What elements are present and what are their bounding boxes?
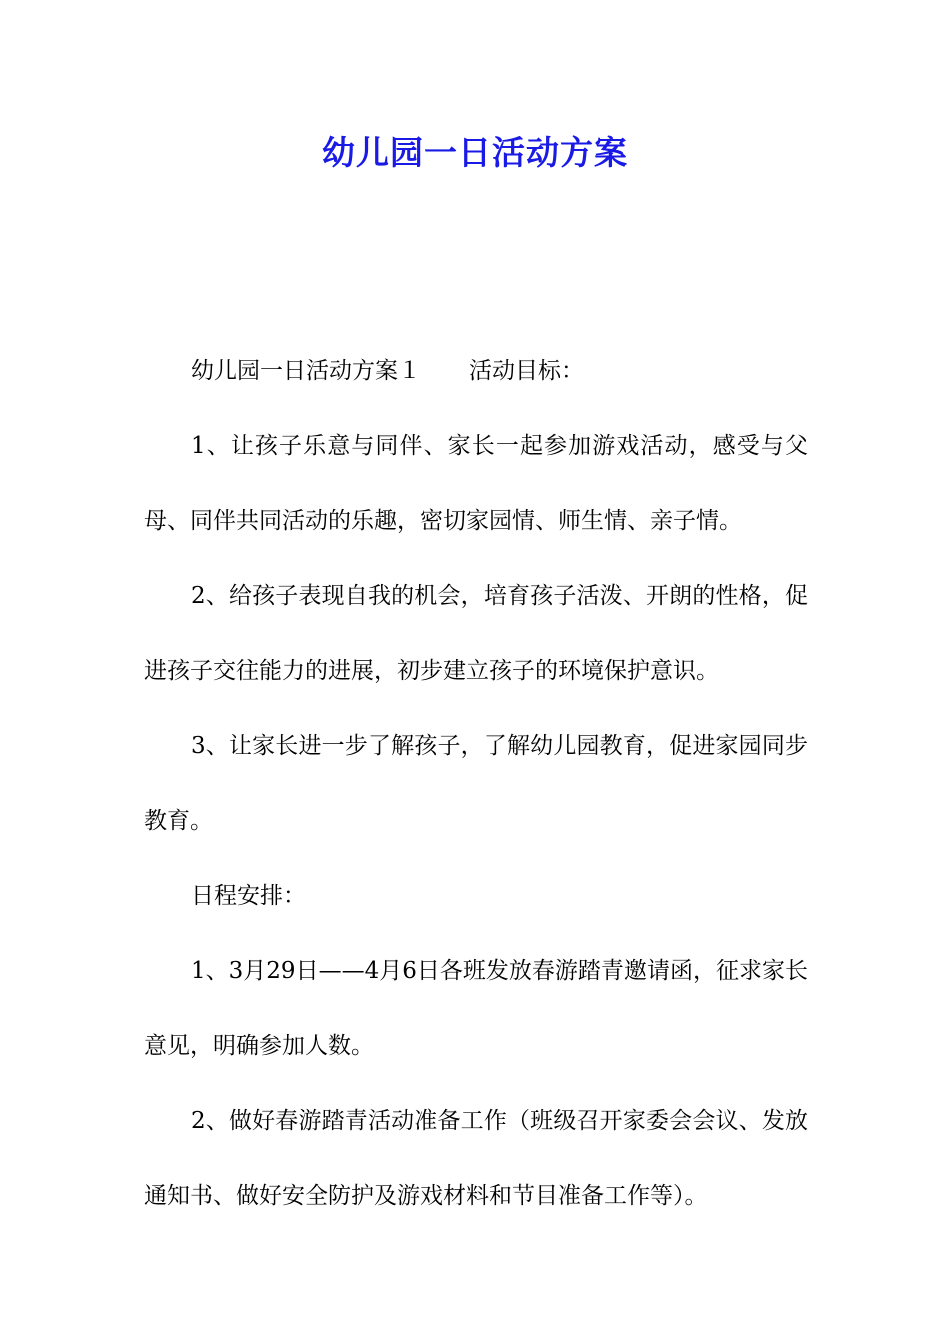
paragraph-schedule-2: 2、做好春游踏青活动准备工作（班级召开家委会会议、发放通知书、做好安全防护及游戏材料和节目准备工作等）。 bbox=[144, 1108, 808, 1209]
goals-label: 活动目标： bbox=[469, 358, 584, 384]
paragraph-goal-3: 3、让家长进一步了解孩子，了解幼儿园教育，促进家园同步教育。 bbox=[144, 733, 808, 834]
document-body bbox=[144, 334, 808, 1234]
paragraph-schedule-1: 1、3月29日——4月6日各班发放春游踏青邀请函，征求家长意见，明确参加人数。 bbox=[144, 958, 808, 1059]
document-title: 幼儿园一日活动方案 bbox=[322, 133, 628, 172]
schedule-heading: 日程安排： bbox=[191, 883, 306, 909]
section-title: 幼儿园一日活动方案１ bbox=[191, 358, 421, 384]
heading-line bbox=[144, 334, 808, 409]
paragraph-goal-2: 2、给孩子表现自我的机会，培育孩子活泼、开朗的性格，促进孩子交往能力的进展，初步建立孩子的环境保护意识。 bbox=[144, 583, 808, 684]
paragraph-goal-1: 1、让孩子乐意与同伴、家长一起参加游戏活动，感受与父母、同伴共同活动的乐趣，密切家园情、师生情、亲子情。 bbox=[144, 433, 808, 534]
